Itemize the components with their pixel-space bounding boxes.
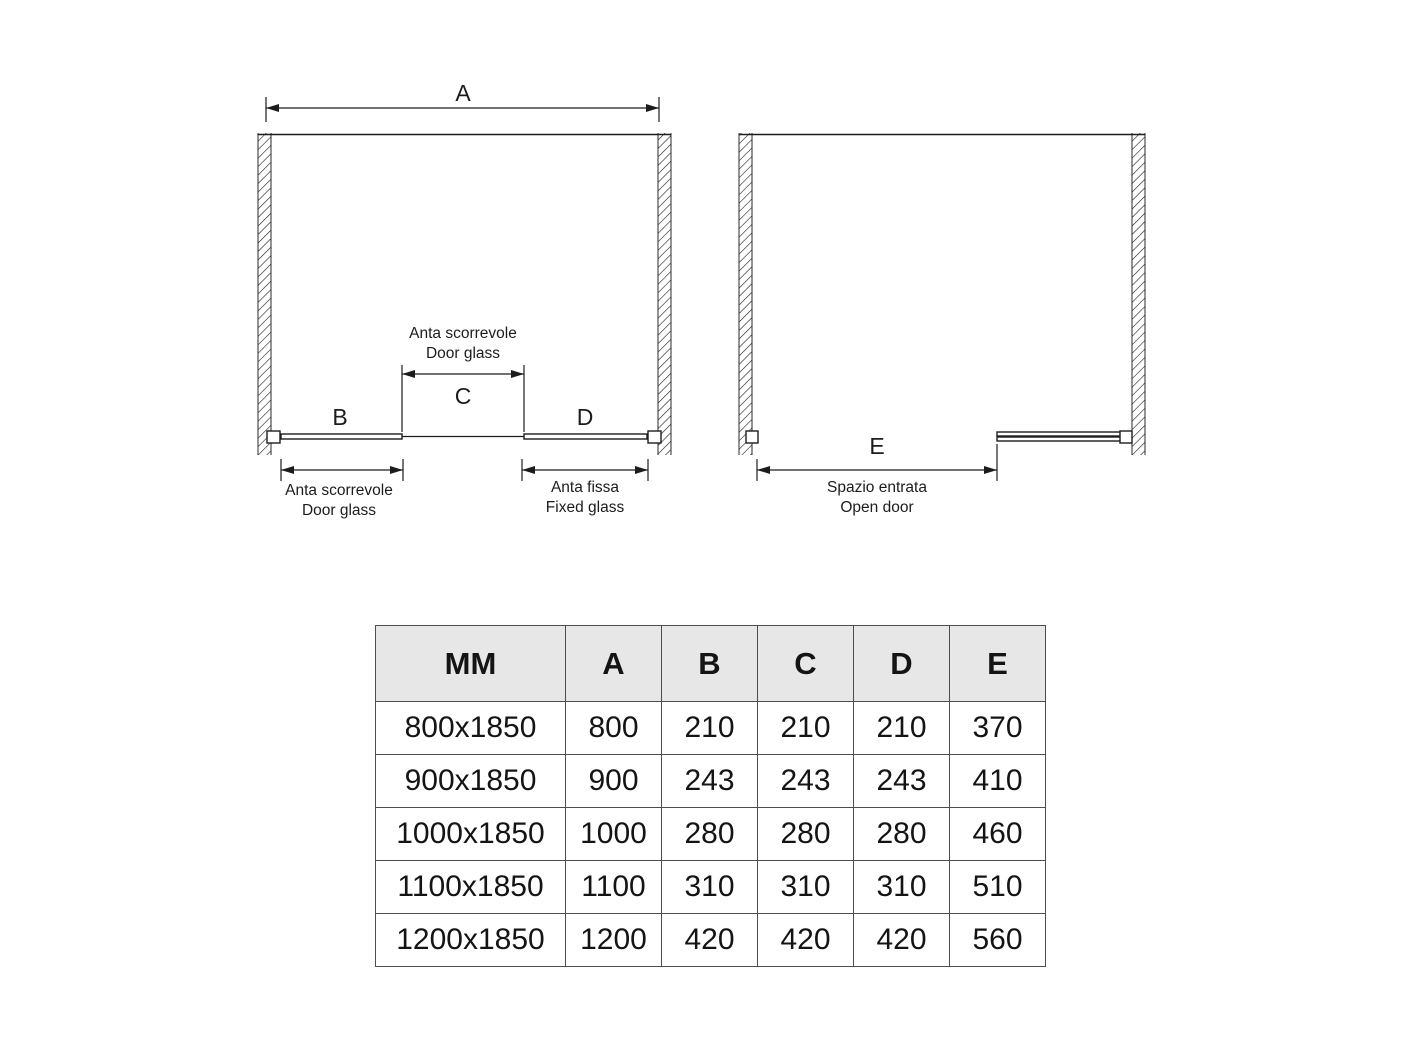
cell-size: 1100x1850 — [376, 861, 566, 914]
door-glass-top-label-it: Anta scorrevole — [409, 325, 517, 342]
cell-a: 1000 — [566, 808, 662, 861]
dimension-d-label: D — [576, 404, 594, 430]
left-wall-bracket — [746, 431, 758, 443]
table-row — [376, 702, 1046, 755]
cell-size: 900x1850 — [376, 755, 566, 808]
cell-c: 280 — [758, 808, 854, 861]
cell-b: 420 — [662, 914, 758, 967]
header-b: B — [662, 626, 758, 702]
cell-e: 370 — [950, 702, 1046, 755]
right-wall-hatch — [1132, 133, 1145, 455]
right-wall — [658, 133, 671, 455]
sliding-door-panel-b — [281, 434, 402, 439]
cell-c: 310 — [758, 861, 854, 914]
cell-a: 1100 — [566, 861, 662, 914]
open-door-diagram — [739, 133, 1145, 516]
cell-b: 310 — [662, 861, 758, 914]
left-wall — [739, 133, 752, 455]
cell-d: 280 — [854, 808, 950, 861]
dimension-a — [266, 80, 659, 122]
dimension-b-label: B — [332, 404, 348, 430]
fixed-panel — [997, 437, 1128, 441]
cell-d: 420 — [854, 914, 950, 967]
fixed-glass-label-it: Anta fissa — [550, 479, 620, 496]
header-d: D — [854, 626, 950, 702]
cell-size: 1200x1850 — [376, 914, 566, 967]
fixed-glass-label-en: Fixed glass — [545, 499, 625, 516]
cell-c: 420 — [758, 914, 854, 967]
right-wall-bracket — [648, 431, 661, 443]
door-glass-bottom-label-en: Door glass — [301, 502, 377, 519]
header-mm: MM — [376, 626, 566, 702]
dimension-c-label: C — [454, 383, 472, 409]
left-wall-hatch — [258, 133, 271, 455]
dimension-b — [281, 459, 403, 519]
open-panels — [746, 431, 1132, 443]
header-e: E — [950, 626, 1046, 702]
header-a: A — [566, 626, 662, 702]
dimension-e — [757, 433, 997, 516]
table-row — [376, 755, 1046, 808]
cell-e: 410 — [950, 755, 1046, 808]
cell-d: 310 — [854, 861, 950, 914]
fixed-glass-panel-d — [524, 434, 647, 439]
bottom-track — [267, 431, 661, 443]
cell-b: 210 — [662, 702, 758, 755]
cell-d: 210 — [854, 702, 950, 755]
dimensions-table — [375, 625, 1046, 967]
table-row — [376, 808, 1046, 861]
cell-c: 210 — [758, 702, 854, 755]
door-glass-bottom-label-it: Anta scorrevole — [285, 482, 393, 499]
right-wall-hatch — [658, 133, 671, 455]
cell-d: 243 — [854, 755, 950, 808]
cell-a: 800 — [566, 702, 662, 755]
dimension-c — [402, 325, 524, 432]
front-view-diagram — [258, 80, 671, 519]
left-wall-bracket — [267, 431, 280, 443]
dimension-e-label: E — [869, 433, 885, 459]
cell-b: 243 — [662, 755, 758, 808]
dimension-a-label: A — [455, 80, 471, 106]
cell-b: 280 — [662, 808, 758, 861]
cell-size: 800x1850 — [376, 702, 566, 755]
left-wall — [258, 133, 271, 455]
dimension-d — [522, 459, 648, 516]
right-wall-bracket — [1120, 431, 1132, 443]
cell-size: 1000x1850 — [376, 808, 566, 861]
table-header-row — [376, 626, 1046, 702]
right-wall — [1132, 133, 1145, 455]
door-glass-top-label-en: Door glass — [425, 345, 501, 362]
open-door-label-en: Open door — [840, 499, 914, 516]
open-door-label-it: Spazio entrata — [827, 479, 927, 496]
header-c: C — [758, 626, 854, 702]
cell-e: 460 — [950, 808, 1046, 861]
table-row — [376, 914, 1046, 967]
cell-a: 900 — [566, 755, 662, 808]
left-wall-hatch — [739, 133, 752, 455]
cell-e: 560 — [950, 914, 1046, 967]
table-row — [376, 861, 1046, 914]
door-panel-open — [997, 432, 1128, 436]
cell-c: 243 — [758, 755, 854, 808]
cell-e: 510 — [950, 861, 1046, 914]
cell-a: 1200 — [566, 914, 662, 967]
